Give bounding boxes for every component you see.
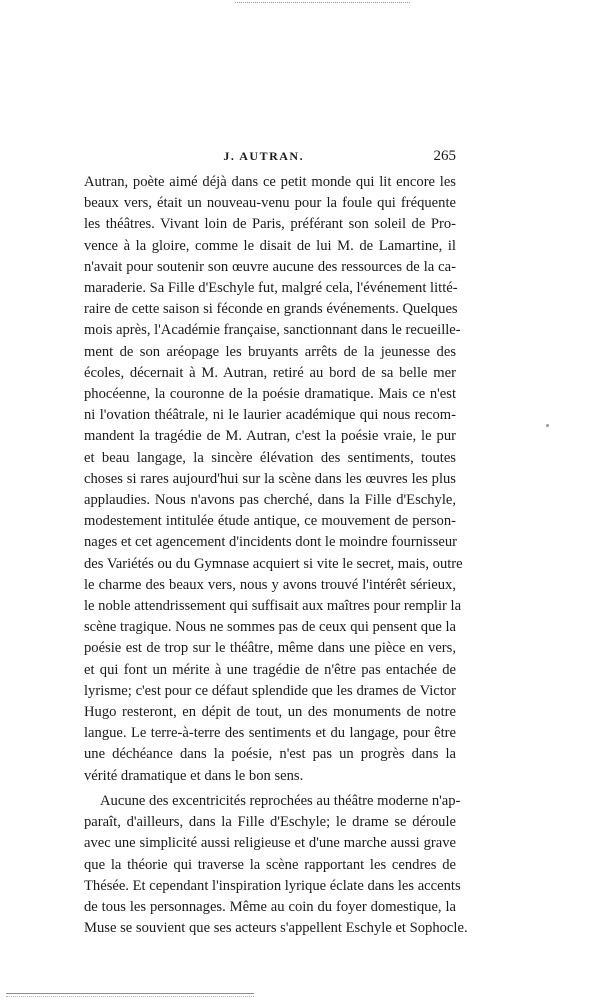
text-line: de tous les personnages. Même au coin du foyer domestique, la bbox=[84, 898, 456, 915]
text-line: le charme des beaux vers, nous y avons trouvé l'intérêt sérieux, bbox=[84, 576, 456, 593]
text-line: lyrisme; c'est pour ce défaut splendide que les drames de Victor bbox=[84, 682, 456, 699]
text-line: que la théorie qui traverse la scène rapportant les cendres de bbox=[84, 856, 456, 873]
text-line: beaux vers, était un nouveau-venu pour la foule qui fréquente bbox=[84, 195, 456, 212]
text-line: vence à la gloire, comme le disait de lui M. de Lamartine, il bbox=[84, 237, 456, 254]
running-title: J. AUTRAN. bbox=[223, 149, 305, 163]
text-line: poésie est de trop sur le théâtre, même dans une pièce en vers, bbox=[84, 640, 456, 657]
page-number: 265 bbox=[433, 148, 456, 164]
text-line: mois après, l'Académie française, sanctionnant dans le recueille- bbox=[84, 322, 461, 339]
text-line: des Variétés ou du Gymnase acquiert si vite le secret, mais, outre bbox=[84, 555, 463, 572]
text-line: modestement intitulée étude antique, ce mouvement de person- bbox=[84, 513, 456, 530]
text-line: paraît, d'ailleurs, dans la Fille d'Eschyle; le drame se déroule bbox=[84, 814, 456, 831]
text-line: applaudies. Nous n'avons pas cherché, dans la Fille d'Eschyle, bbox=[84, 492, 456, 509]
text-line: nages et cet agencement d'incidents dont le moindre fournisseur bbox=[84, 534, 458, 551]
text-line: phocéenne, la couronne de la poésie dramatique. Mais ce n'est bbox=[84, 386, 456, 403]
text-line: n'avait pour soutenir son œuvre aucune des ressources de la ca- bbox=[84, 258, 456, 275]
text-line: ni l'ovation théâtrale, ni le laurier académique qui nous recom- bbox=[84, 407, 456, 424]
text-line: le noble attendrissement qui suffisait aux maîtres pour remplir la bbox=[84, 598, 462, 615]
margin-speck bbox=[546, 424, 549, 427]
body-text bbox=[84, 172, 468, 939]
text-line: une déchéance dans la poésie, n'est pas un progrès dans la bbox=[84, 746, 456, 763]
text-line: mandent la tragédie de M. Autran, c'est la poésie vraie, le pur bbox=[84, 428, 456, 445]
text-line: et beau langage, la sincère élévation des sentiments, toutes bbox=[84, 449, 456, 466]
text-line: avec une simplicité aussi religieuse et d'une marche aussi grave bbox=[84, 835, 456, 852]
text-line: écoles, décernait à M. Autran, retiré au bord de sa belle mer bbox=[84, 364, 456, 381]
bottom-edge-rule-dotted bbox=[6, 996, 254, 997]
text-line: et qui font un mérite à une tragédie de n'être pas entachée de bbox=[84, 661, 456, 678]
text-line: choses si rares aujourd'hui sur la scène dans les œuvres les plus bbox=[84, 470, 456, 487]
text-line: les théâtres. Vivant loin de Paris, préférant son soleil de Pro- bbox=[84, 216, 456, 233]
text-line: raire de cette saison si féconde en grands événements. Quelques bbox=[84, 301, 458, 318]
text-line: maraderie. Sa Fille d'Eschyle fut, malgré cela, l'événement litté- bbox=[84, 280, 458, 297]
text-line: Aucune des excentricités reprochées au théâtre moderne n'ap- bbox=[100, 792, 461, 809]
text-line: langue. Le terre-à-terre des sentiments et du langage, pour être bbox=[84, 725, 456, 742]
text-line: Muse se souvient que ses acteurs s'appellent Eschyle et Sophocle. bbox=[84, 920, 468, 937]
paragraph bbox=[84, 172, 463, 787]
top-edge-rule bbox=[235, 2, 410, 3]
text-line: vérité dramatique et dans le bon sens. bbox=[84, 767, 304, 784]
paragraph bbox=[84, 791, 468, 939]
text-line: ment de son aréopage les bruyants arrêts de la jeunesse des bbox=[84, 343, 456, 360]
text-line: Autran, poète aimé déjà dans ce petit monde qui lit encore les bbox=[84, 174, 456, 190]
page-header bbox=[84, 148, 456, 165]
bottom-edge-rule bbox=[6, 993, 254, 994]
text-line: Thésée. Et cependant l'inspiration lyrique éclate dans les accents bbox=[84, 877, 461, 894]
text-line: Hugo resteront, en dépit de tout, un des monuments de notre bbox=[84, 704, 456, 721]
text-line: scène tragique. Nous ne sommes pas de ceux qui pensent que la bbox=[84, 619, 457, 636]
